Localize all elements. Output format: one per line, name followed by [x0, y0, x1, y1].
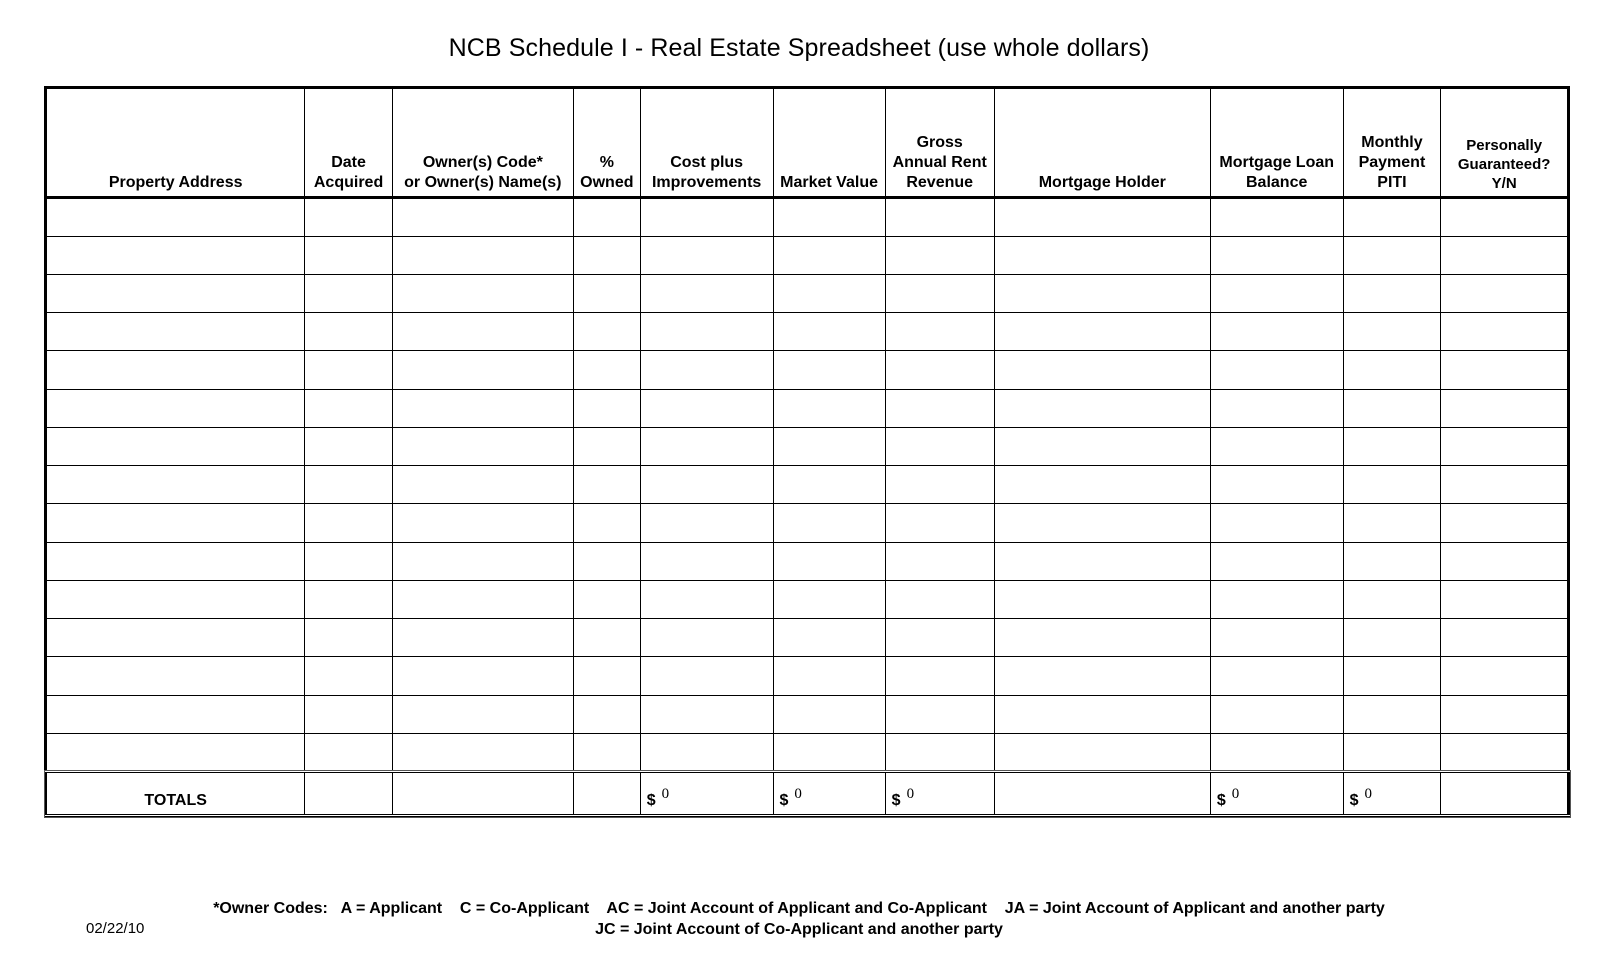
cell-date-acquired[interactable] — [305, 580, 392, 619]
cell-personally-guaranteed[interactable] — [1441, 427, 1569, 466]
cell-property-address[interactable] — [46, 198, 305, 237]
cell-mortgage-holder[interactable] — [994, 580, 1210, 619]
cell-percent-owned[interactable] — [573, 542, 640, 580]
cell-date-acquired[interactable] — [305, 274, 392, 313]
cell-cost-plus-improvements[interactable] — [640, 198, 773, 237]
cell-market-value[interactable] — [773, 504, 885, 543]
cell-monthly-payment[interactable] — [1343, 198, 1441, 237]
table-row — [46, 466, 1569, 504]
header-label-line: Payment — [1358, 154, 1426, 171]
total-value: 0 — [1231, 786, 1240, 802]
cell-mortgage-loan-balance[interactable] — [1210, 657, 1343, 696]
cell-owner-code[interactable] — [392, 619, 573, 657]
cell-percent-owned[interactable] — [573, 657, 640, 696]
cell-mortgage-holder[interactable] — [994, 313, 1210, 351]
cell-percent-owned[interactable] — [573, 427, 640, 466]
cell-owner-code[interactable] — [392, 427, 573, 466]
cell-property-address[interactable] — [46, 274, 305, 313]
cell-property-address[interactable] — [46, 504, 305, 543]
header-label-line: Annual Rent — [892, 154, 987, 171]
form-date: 02/22/10 — [86, 920, 145, 937]
cell-percent-owned[interactable] — [573, 580, 640, 619]
cell-mortgage-loan-balance[interactable] — [1210, 427, 1343, 466]
total-mortgage-loan-balance — [1210, 772, 1343, 816]
cell-monthly-payment[interactable] — [1343, 351, 1441, 390]
header-label-line: Mortgage Loan — [1219, 154, 1335, 171]
cell-cost-plus-improvements[interactable] — [640, 657, 773, 696]
cell-mortgage-holder[interactable] — [994, 198, 1210, 237]
cell-mortgage-holder[interactable] — [994, 504, 1210, 543]
table-row — [46, 733, 1569, 772]
header-cost-plus-improvements — [640, 88, 773, 198]
cell-mortgage-holder[interactable] — [994, 466, 1210, 504]
table-row — [46, 313, 1569, 351]
cell-mortgage-loan-balance[interactable] — [1210, 542, 1343, 580]
cell-gross-annual-rent[interactable] — [885, 504, 994, 543]
header-label-line: Balance — [1246, 174, 1308, 191]
cell-monthly-payment[interactable] — [1343, 427, 1441, 466]
total-value: 0 — [661, 786, 670, 802]
cell-mortgage-loan-balance[interactable] — [1210, 619, 1343, 657]
cell-property-address[interactable] — [46, 619, 305, 657]
cell-percent-owned[interactable] — [573, 274, 640, 313]
cell-market-value[interactable] — [773, 236, 885, 274]
cell-owner-code[interactable] — [392, 504, 573, 543]
cell-monthly-payment[interactable] — [1343, 504, 1441, 543]
header-market-value — [773, 88, 885, 198]
cell-cost-plus-improvements[interactable] — [640, 274, 773, 313]
cell-mortgage-holder[interactable] — [994, 236, 1210, 274]
cell-date-acquired[interactable] — [305, 313, 392, 351]
cell-percent-owned[interactable] — [573, 695, 640, 733]
total-monthly-payment — [1343, 772, 1441, 816]
table-row — [46, 542, 1569, 580]
cell-owner-code[interactable] — [392, 274, 573, 313]
owner-codes-legend — [0, 898, 1598, 940]
header-gross-annual-rent — [885, 88, 994, 198]
cell-cost-plus-improvements[interactable] — [640, 389, 773, 427]
table-row — [46, 236, 1569, 274]
cell-gross-annual-rent[interactable] — [885, 733, 994, 772]
cell-percent-owned[interactable] — [573, 236, 640, 274]
header-label-line: Y/N — [1491, 175, 1517, 192]
cell-market-value[interactable] — [773, 695, 885, 733]
cell-market-value[interactable] — [773, 389, 885, 427]
cell-gross-annual-rent[interactable] — [885, 236, 994, 274]
cell-gross-annual-rent[interactable] — [885, 619, 994, 657]
cell-mortgage-holder[interactable] — [994, 274, 1210, 313]
totals-row — [46, 772, 1569, 816]
cell-date-acquired[interactable] — [305, 389, 392, 427]
header-label-line: Improvements — [651, 174, 762, 191]
real-estate-table — [44, 86, 1570, 817]
header-label-line: PITI — [1377, 174, 1407, 191]
cell-date-acquired[interactable] — [305, 733, 392, 772]
header-label-line: Acquired — [313, 174, 384, 191]
cell-mortgage-loan-balance[interactable] — [1210, 313, 1343, 351]
cell-monthly-payment[interactable] — [1343, 313, 1441, 351]
table-row — [46, 657, 1569, 696]
cell-owner-code[interactable] — [392, 313, 573, 351]
cell-mortgage-holder[interactable] — [994, 619, 1210, 657]
cell-property-address[interactable] — [46, 542, 305, 580]
cell-market-value[interactable] — [773, 657, 885, 696]
cell-property-address[interactable] — [46, 657, 305, 696]
header-label-line: Mortgage Holder — [1038, 174, 1166, 191]
cell-gross-annual-rent[interactable] — [885, 351, 994, 390]
cell-owner-code[interactable] — [392, 542, 573, 580]
cell-market-value[interactable] — [773, 351, 885, 390]
cell-property-address[interactable] — [46, 733, 305, 772]
cell-property-address[interactable] — [46, 313, 305, 351]
cell-gross-annual-rent[interactable] — [885, 274, 994, 313]
totals-cell-mortgage-holder — [994, 772, 1210, 816]
cell-cost-plus-improvements[interactable] — [640, 619, 773, 657]
cell-monthly-payment[interactable] — [1343, 733, 1441, 772]
cell-mortgage-loan-balance[interactable] — [1210, 351, 1343, 390]
table-row — [46, 695, 1569, 733]
cell-owner-code[interactable] — [392, 389, 573, 427]
cell-gross-annual-rent[interactable] — [885, 580, 994, 619]
cell-mortgage-holder[interactable] — [994, 542, 1210, 580]
currency-symbol: $ — [891, 792, 901, 809]
totals-cell-percent — [573, 772, 640, 816]
table-row — [46, 427, 1569, 466]
cell-mortgage-loan-balance[interactable] — [1210, 274, 1343, 313]
cell-mortgage-holder[interactable] — [994, 733, 1210, 772]
header-mortgage-loan-balance — [1210, 88, 1343, 198]
cell-date-acquired[interactable] — [305, 466, 392, 504]
cell-gross-annual-rent[interactable] — [885, 466, 994, 504]
cell-owner-code[interactable] — [392, 198, 573, 237]
header-monthly-payment — [1343, 88, 1441, 198]
cell-owner-code[interactable] — [392, 657, 573, 696]
page-title: NCB Schedule I - Real Estate Spreadsheet (use whole dollars) — [448, 34, 1150, 62]
header-label-line: Gross — [916, 134, 963, 151]
cell-property-address[interactable] — [46, 466, 305, 504]
cell-monthly-payment[interactable] — [1343, 619, 1441, 657]
table-row — [46, 389, 1569, 427]
cell-percent-owned[interactable] — [573, 466, 640, 504]
header-label-line: Personally — [1466, 137, 1543, 154]
cell-monthly-payment[interactable] — [1343, 695, 1441, 733]
cell-date-acquired[interactable] — [305, 542, 392, 580]
header-label-line: Property Address — [108, 174, 243, 191]
table-row — [46, 351, 1569, 390]
owner-codes-line-2: JC = Joint Account of Co-Applicant and another party — [595, 921, 1003, 938]
cell-date-acquired[interactable] — [305, 236, 392, 274]
cell-owner-code[interactable] — [392, 733, 573, 772]
currency-symbol: $ — [1216, 792, 1226, 809]
cell-mortgage-holder[interactable] — [994, 351, 1210, 390]
cell-cost-plus-improvements[interactable] — [640, 580, 773, 619]
header-label-line: % — [599, 154, 614, 171]
table-row — [46, 198, 1569, 237]
cell-mortgage-holder[interactable] — [994, 427, 1210, 466]
header-label-line: Date — [331, 154, 366, 171]
cell-personally-guaranteed[interactable] — [1441, 619, 1569, 657]
cell-mortgage-loan-balance[interactable] — [1210, 695, 1343, 733]
cell-percent-owned[interactable] — [573, 389, 640, 427]
cell-monthly-payment[interactable] — [1343, 466, 1441, 504]
cell-property-address[interactable] — [46, 695, 305, 733]
table-row — [46, 274, 1569, 313]
cell-mortgage-loan-balance[interactable] — [1210, 389, 1343, 427]
cell-owner-code[interactable] — [392, 236, 573, 274]
cell-date-acquired[interactable] — [305, 657, 392, 696]
cell-personally-guaranteed[interactable] — [1441, 542, 1569, 580]
cell-date-acquired[interactable] — [305, 198, 392, 237]
header-label-line: Cost plus — [670, 154, 744, 171]
totals-label: TOTALS — [46, 772, 305, 816]
totals-cell-date — [305, 772, 392, 816]
owner-codes-line-1: *Owner Codes: A = Applicant C = Co-Applicant AC = Joint Account of Applicant and Co-Applicant JA = Joint Account of Applicant and another party — [213, 900, 1385, 917]
cell-gross-annual-rent[interactable] — [885, 427, 994, 466]
cell-mortgage-holder[interactable] — [994, 389, 1210, 427]
header-label-line: Owner(s) Code* — [422, 154, 543, 171]
header-owner-code — [392, 88, 573, 198]
cell-monthly-payment[interactable] — [1343, 542, 1441, 580]
header-percent-owned — [573, 88, 640, 198]
cell-gross-annual-rent[interactable] — [885, 389, 994, 427]
cell-market-value[interactable] — [773, 580, 885, 619]
cell-percent-owned[interactable] — [573, 733, 640, 772]
cell-mortgage-loan-balance[interactable] — [1210, 733, 1343, 772]
cell-gross-annual-rent[interactable] — [885, 313, 994, 351]
cell-cost-plus-improvements[interactable] — [640, 236, 773, 274]
cell-market-value[interactable] — [773, 198, 885, 237]
cell-personally-guaranteed[interactable] — [1441, 274, 1569, 313]
header-label-line: Market Value — [780, 174, 878, 191]
cell-personally-guaranteed[interactable] — [1441, 198, 1569, 237]
cell-mortgage-loan-balance[interactable] — [1210, 466, 1343, 504]
cell-date-acquired[interactable] — [305, 695, 392, 733]
cell-cost-plus-improvements[interactable] — [640, 695, 773, 733]
cell-cost-plus-improvements[interactable] — [640, 466, 773, 504]
cell-percent-owned[interactable] — [573, 504, 640, 543]
totals-cell-guaranteed — [1441, 772, 1569, 816]
header-mortgage-holder — [994, 88, 1210, 198]
cell-market-value[interactable] — [773, 733, 885, 772]
header-date-acquired — [305, 88, 392, 198]
cell-percent-owned[interactable] — [573, 198, 640, 237]
currency-symbol: $ — [1349, 792, 1359, 809]
total-value: 0 — [1364, 786, 1372, 802]
cell-cost-plus-improvements[interactable] — [640, 313, 773, 351]
header-label-line: Revenue — [906, 174, 974, 191]
total-value: 0 — [906, 786, 915, 802]
cell-market-value[interactable] — [773, 619, 885, 657]
total-cost-plus-improvements — [640, 772, 773, 816]
cell-monthly-payment[interactable] — [1343, 580, 1441, 619]
cell-percent-owned[interactable] — [573, 351, 640, 390]
header-label-line: Owned — [580, 174, 634, 191]
table-row — [46, 580, 1569, 619]
cell-gross-annual-rent[interactable] — [885, 542, 994, 580]
cell-percent-owned[interactable] — [573, 619, 640, 657]
cell-personally-guaranteed[interactable] — [1441, 733, 1569, 772]
cell-mortgage-loan-balance[interactable] — [1210, 580, 1343, 619]
cell-cost-plus-improvements[interactable] — [640, 504, 773, 543]
cell-cost-plus-improvements[interactable] — [640, 427, 773, 466]
cell-market-value[interactable] — [773, 313, 885, 351]
currency-symbol: $ — [646, 792, 656, 809]
cell-mortgage-loan-balance[interactable] — [1210, 504, 1343, 543]
cell-property-address[interactable] — [46, 427, 305, 466]
cell-cost-plus-improvements[interactable] — [640, 733, 773, 772]
cell-owner-code[interactable] — [392, 466, 573, 504]
cell-personally-guaranteed[interactable] — [1441, 504, 1569, 543]
header-personally-guaranteed — [1441, 88, 1569, 198]
cell-property-address[interactable] — [46, 351, 305, 390]
cell-gross-annual-rent[interactable] — [885, 198, 994, 237]
cell-mortgage-holder[interactable] — [994, 657, 1210, 696]
cell-market-value[interactable] — [773, 466, 885, 504]
cell-date-acquired[interactable] — [305, 619, 392, 657]
totals-cell-owner — [392, 772, 573, 816]
currency-symbol: $ — [779, 792, 789, 809]
cell-date-acquired[interactable] — [305, 504, 392, 543]
cell-personally-guaranteed[interactable] — [1441, 313, 1569, 351]
total-gross-annual-rent — [885, 772, 994, 816]
cell-personally-guaranteed[interactable] — [1441, 466, 1569, 504]
cell-market-value[interactable] — [773, 427, 885, 466]
header-property-address — [46, 88, 305, 198]
cell-gross-annual-rent[interactable] — [885, 695, 994, 733]
cell-monthly-payment[interactable] — [1343, 236, 1441, 274]
table-row — [46, 504, 1569, 543]
cell-personally-guaranteed[interactable] — [1441, 580, 1569, 619]
cell-cost-plus-improvements[interactable] — [640, 351, 773, 390]
cell-monthly-payment[interactable] — [1343, 274, 1441, 313]
cell-property-address[interactable] — [46, 236, 305, 274]
cell-personally-guaranteed[interactable] — [1441, 657, 1569, 696]
data-rows — [46, 198, 1569, 772]
total-value: 0 — [794, 786, 802, 802]
cell-personally-guaranteed[interactable] — [1441, 351, 1569, 390]
cell-mortgage-loan-balance[interactable] — [1210, 236, 1343, 274]
cell-property-address[interactable] — [46, 580, 305, 619]
cell-percent-owned[interactable] — [573, 313, 640, 351]
cell-date-acquired[interactable] — [305, 351, 392, 390]
table-row — [46, 619, 1569, 657]
cell-owner-code[interactable] — [392, 351, 573, 390]
cell-property-address[interactable] — [46, 389, 305, 427]
cell-personally-guaranteed[interactable] — [1441, 236, 1569, 274]
header-row — [46, 88, 1569, 198]
cell-market-value[interactable] — [773, 542, 885, 580]
cell-mortgage-holder[interactable] — [994, 695, 1210, 733]
cell-personally-guaranteed[interactable] — [1441, 389, 1569, 427]
header-label-line: Monthly — [1361, 134, 1423, 151]
cell-owner-code[interactable] — [392, 695, 573, 733]
cell-market-value[interactable] — [773, 274, 885, 313]
cell-date-acquired[interactable] — [305, 427, 392, 466]
total-market-value — [773, 772, 885, 816]
cell-mortgage-loan-balance[interactable] — [1210, 198, 1343, 237]
cell-cost-plus-improvements[interactable] — [640, 542, 773, 580]
cell-personally-guaranteed[interactable] — [1441, 695, 1569, 733]
cell-monthly-payment[interactable] — [1343, 657, 1441, 696]
cell-owner-code[interactable] — [392, 580, 573, 619]
header-label-line: Guaranteed? — [1457, 156, 1551, 173]
cell-monthly-payment[interactable] — [1343, 389, 1441, 427]
cell-gross-annual-rent[interactable] — [885, 657, 994, 696]
header-label-line: or Owner(s) Name(s) — [404, 174, 562, 191]
